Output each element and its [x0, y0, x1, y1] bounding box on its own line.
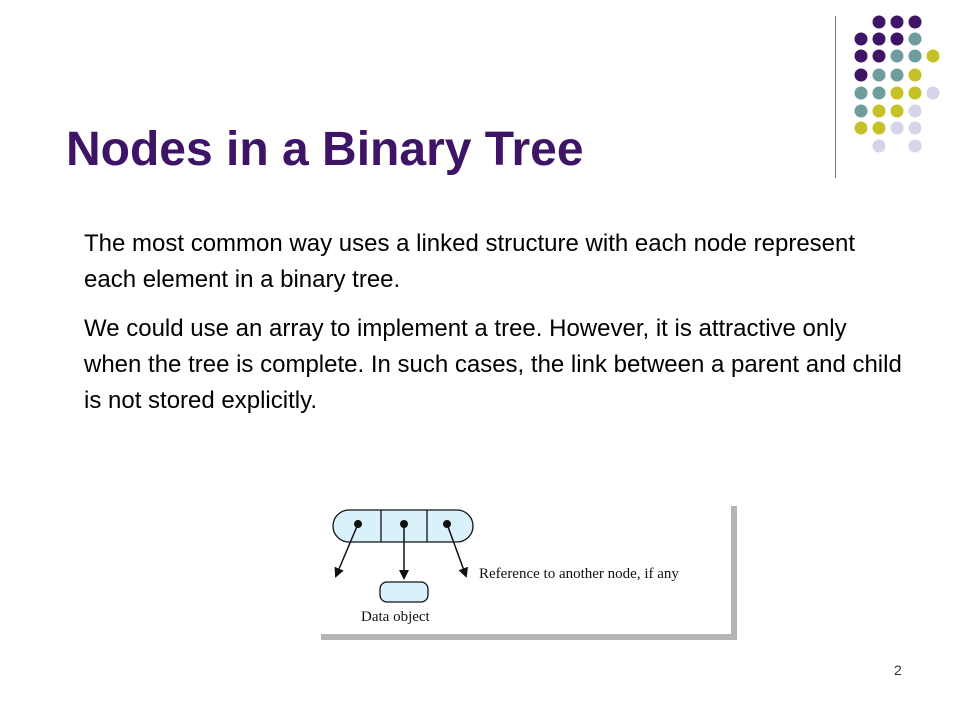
decorative-dot — [909, 33, 922, 46]
decorative-dot — [873, 140, 886, 153]
decorative-dot — [873, 122, 886, 135]
decorative-dot — [891, 16, 904, 29]
decorative-dot — [909, 50, 922, 63]
decorative-dot — [909, 69, 922, 82]
paragraph-2: We could use an array to implement a tree. However, it is attractive only when the tree is complete. In such cases, the link between a parent and child is not stored explicitly. — [84, 315, 902, 414]
decorative-dot — [891, 122, 904, 135]
decorative-dot — [909, 140, 922, 153]
decorative-dot — [909, 105, 922, 118]
decorative-dot — [855, 50, 868, 63]
reference-label: Reference to another node, if any — [479, 566, 679, 582]
slide-body — [84, 226, 904, 432]
vertical-divider — [835, 16, 836, 178]
decorative-dot — [909, 87, 922, 100]
node-diagram — [321, 502, 741, 644]
slide-title: Nodes in a Binary Tree — [66, 123, 584, 176]
decorative-dot — [873, 87, 886, 100]
decorative-dot — [927, 50, 940, 63]
decorative-dot — [855, 33, 868, 46]
decorative-dot — [855, 69, 868, 82]
data-object-box — [380, 582, 428, 602]
decorative-dot — [891, 33, 904, 46]
decorative-dot — [891, 87, 904, 100]
decorative-dot — [891, 69, 904, 82]
decorative-dot — [873, 50, 886, 63]
decorative-dot — [855, 87, 868, 100]
decorative-dot — [855, 105, 868, 118]
decorative-dot — [873, 33, 886, 46]
decorative-dot — [891, 50, 904, 63]
decorative-dot — [873, 105, 886, 118]
decorative-dot — [909, 122, 922, 135]
decorative-dot — [855, 122, 868, 135]
decorative-dot — [891, 105, 904, 118]
decorative-dot — [873, 69, 886, 82]
paragraph-1: The most common way uses a linked structure with each node represent each element in a binary tree. — [84, 230, 856, 293]
decorative-dot — [873, 16, 886, 29]
data-object-label: Data object — [361, 609, 430, 625]
decorative-dot — [927, 87, 940, 100]
decorative-dot — [909, 16, 922, 29]
page-number: 2 — [894, 662, 902, 678]
